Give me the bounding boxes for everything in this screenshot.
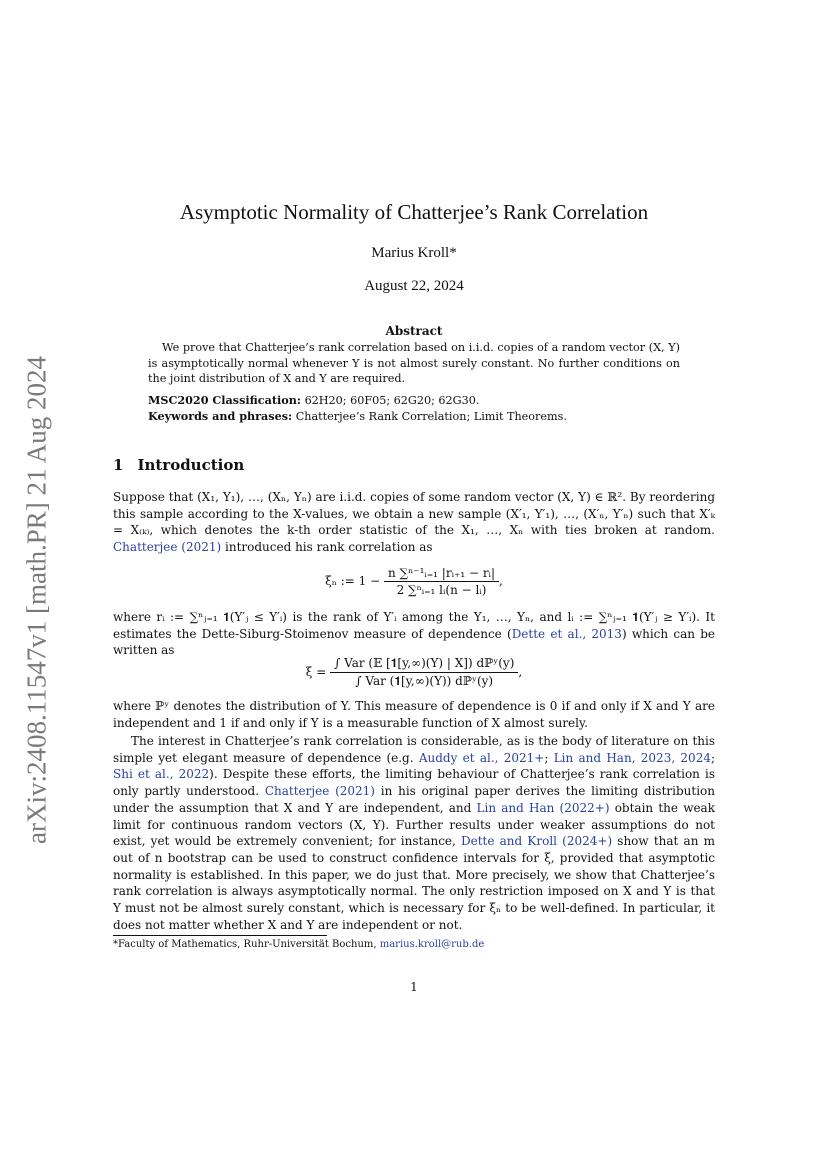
p4-text-f: obtain the weak limit for continuous random vectors (X, Y). Further results under weaker assumptions do not exist, yet would be extremely convenient; for instance, <box>113 800 715 849</box>
keywords-value: Chatterjee’s Rank Correlation; Limit Theorems. <box>295 410 567 423</box>
p4-text-a: The interest in Chatterjee’s rank correlation is considerable, as is the body of literature on this simple yet elegant measure of dependence (e.g. <box>113 734 715 765</box>
eq1-lhs: ξₙ := 1 − <box>325 574 381 588</box>
p4-text-d: ). Despite these efforts, the limiting behaviour of Chatterjee’s rank correlation is only partly understood. <box>113 767 715 799</box>
eq2-fraction <box>330 656 518 689</box>
citation-shi-2022[interactable]: Shi et al., 2022 <box>113 767 210 782</box>
author-name: Marius Kroll* <box>371 245 457 261</box>
p4-text-e: in his original paper derives the limiting distribution under the assumption that X and Y are independent, and <box>113 784 716 815</box>
p4-text-g: show that an m out of n bootstrap can be used to construct confidence intervals for ξ, provided that asymptotic normality is established. In this paper, we do just that. More precisely, we show that Chatterjee’s rank correlation is always asymptotically normal. The only restriction imposed on X and Y is that Y must not be almost surely constant, which is necessary for ξₙ to be well-defined. In particular, it does not matter whether X and Y are independent or not. <box>113 834 715 932</box>
footnote-text: *Faculty of Mathematics, Ruhr-Universität Bochum, <box>113 939 380 950</box>
eq1-denominator: 2 ∑ⁿᵢ₌₁ lᵢ(n − lᵢ) <box>396 583 487 597</box>
footnote <box>113 939 484 950</box>
p1-text: Suppose that (X₁, Y₁), …, (Xₙ, Yₙ) are i.i.d. copies of some random vector (X, Y) ∈ ℝ². By reordering this sample according to the X-values, we obtain a new sample (X′₁, Y′₁), …, (X′ₙ, Y′ₙ) such that X′ₖ = X₍ₖ₎, which denotes the k-th order statistic of the X₁, …, Xₙ with ties broken at random. <box>113 490 715 538</box>
section-heading <box>113 456 244 474</box>
p2-text-b: ) which can be written as <box>113 626 715 658</box>
paragraph-3 <box>113 698 715 731</box>
msc-classification <box>148 393 680 409</box>
p1-end: introduced his rank correlation as <box>221 540 433 555</box>
citation-chatterjee-2021[interactable]: Chatterjee (2021) <box>113 540 222 555</box>
page-number: 1 <box>410 980 418 994</box>
citation-dette-2013[interactable]: Dette et al., 2013 <box>511 626 622 641</box>
footnote-email-link[interactable]: marius.kroll@rub.de <box>379 939 485 950</box>
arxiv-side-identifier <box>14 340 60 860</box>
p3-text: where ℙʸ denotes the distribution of Y. This measure of dependence is 0 if and only if X and Y are independent and 1 if and only if Y is a measurable function of X almost surely. <box>113 699 715 730</box>
eq2-denominator: ∫ Var (𝟏[y,∞)(Y)) dℙʸ(y) <box>355 674 494 688</box>
msc-value: 62H20; 60F05; 62G20; 62G30. <box>304 394 480 407</box>
citation-lin-han-2022[interactable]: Lin and Han (2022+) <box>476 800 610 815</box>
p4-sep-2: ; <box>710 750 716 765</box>
paragraph-2 <box>113 609 715 659</box>
citation-dette-kroll-2024[interactable]: Dette and Kroll (2024+) <box>461 834 613 849</box>
citation-chatterjee-2021-b[interactable]: Chatterjee (2021) <box>264 784 375 799</box>
abstract-heading: Abstract <box>385 324 443 338</box>
eq1-numerator: n ∑ⁿ⁻¹ᵢ₌₁ |rᵢ₊₁ − rᵢ| <box>384 566 499 582</box>
paragraph-1 <box>113 489 715 556</box>
section-number: 1 <box>113 456 124 474</box>
p2-text-a: where rᵢ := ∑ⁿⱼ₌₁ 𝟏(Y′ⱼ ≤ Y′ᵢ) is the rank of Y′ᵢ among the Y₁, …, Yₙ, and lᵢ := ∑ⁿⱼ₌₁ 𝟏(Y′ⱼ ≥ Y′ᵢ). It estimates the Dette-Siburg-Stoimenov measure of dependence ( <box>113 610 715 641</box>
keywords-label: Keywords and phrases: <box>148 409 293 423</box>
keywords <box>148 409 680 425</box>
section-title: Introduction <box>137 456 245 474</box>
equation-xi-n: ξₙ := 1 − $\frac{\text{n ∑ⁿ⁻¹ᵢ₌₁ |rᵢ₊₁ − rᵢ|}}{\text{2 ∑ⁿᵢ₌₁ lᵢ(n − lᵢ)}}$ , <box>325 566 503 597</box>
paper-title: Asymptotic Normality of Chatterjee’s Rank Correlation <box>179 200 649 224</box>
eq2-numerator: ∫ Var (𝔼 [𝟏[y,∞)(Y) | X]) dℙʸ(y) <box>330 656 518 673</box>
paragraph-4 <box>113 733 715 933</box>
paper-date: August 22, 2024 <box>364 278 464 294</box>
equation-xi: ξ = $\frac{\text{∫ Var (𝔼 [𝟏[y,∞)(Y) | X]) dℙʸ(y)}}{\text{∫ Var (𝟏[y,∞)(Y)) dℙʸ(y)}}$ , <box>305 656 523 688</box>
citation-lin-han-2023-2024[interactable]: Lin and Han, 2023, 2024 <box>553 750 711 765</box>
eq1-fraction <box>384 566 499 597</box>
citation-auddy[interactable]: Auddy et al., 2021+ <box>418 750 545 765</box>
footnote-rule <box>113 935 327 936</box>
arxiv-id-text: arXiv:2408.11547v1 [math.PR] 21 Aug 2024 <box>21 356 52 844</box>
msc-label: MSC2020 Classification: <box>148 393 301 407</box>
p4-sep-1: ; <box>544 750 554 765</box>
eq2-lhs: ξ = <box>305 665 327 679</box>
abstract-body: We prove that Chatterjee’s rank correlation based on i.i.d. copies of a random vector (X, Y) is asymptotically normal whenever Y is not almost surely constant. No further conditions on the joint distribution of X and Y are required. <box>148 341 680 385</box>
abstract-text <box>148 340 680 387</box>
